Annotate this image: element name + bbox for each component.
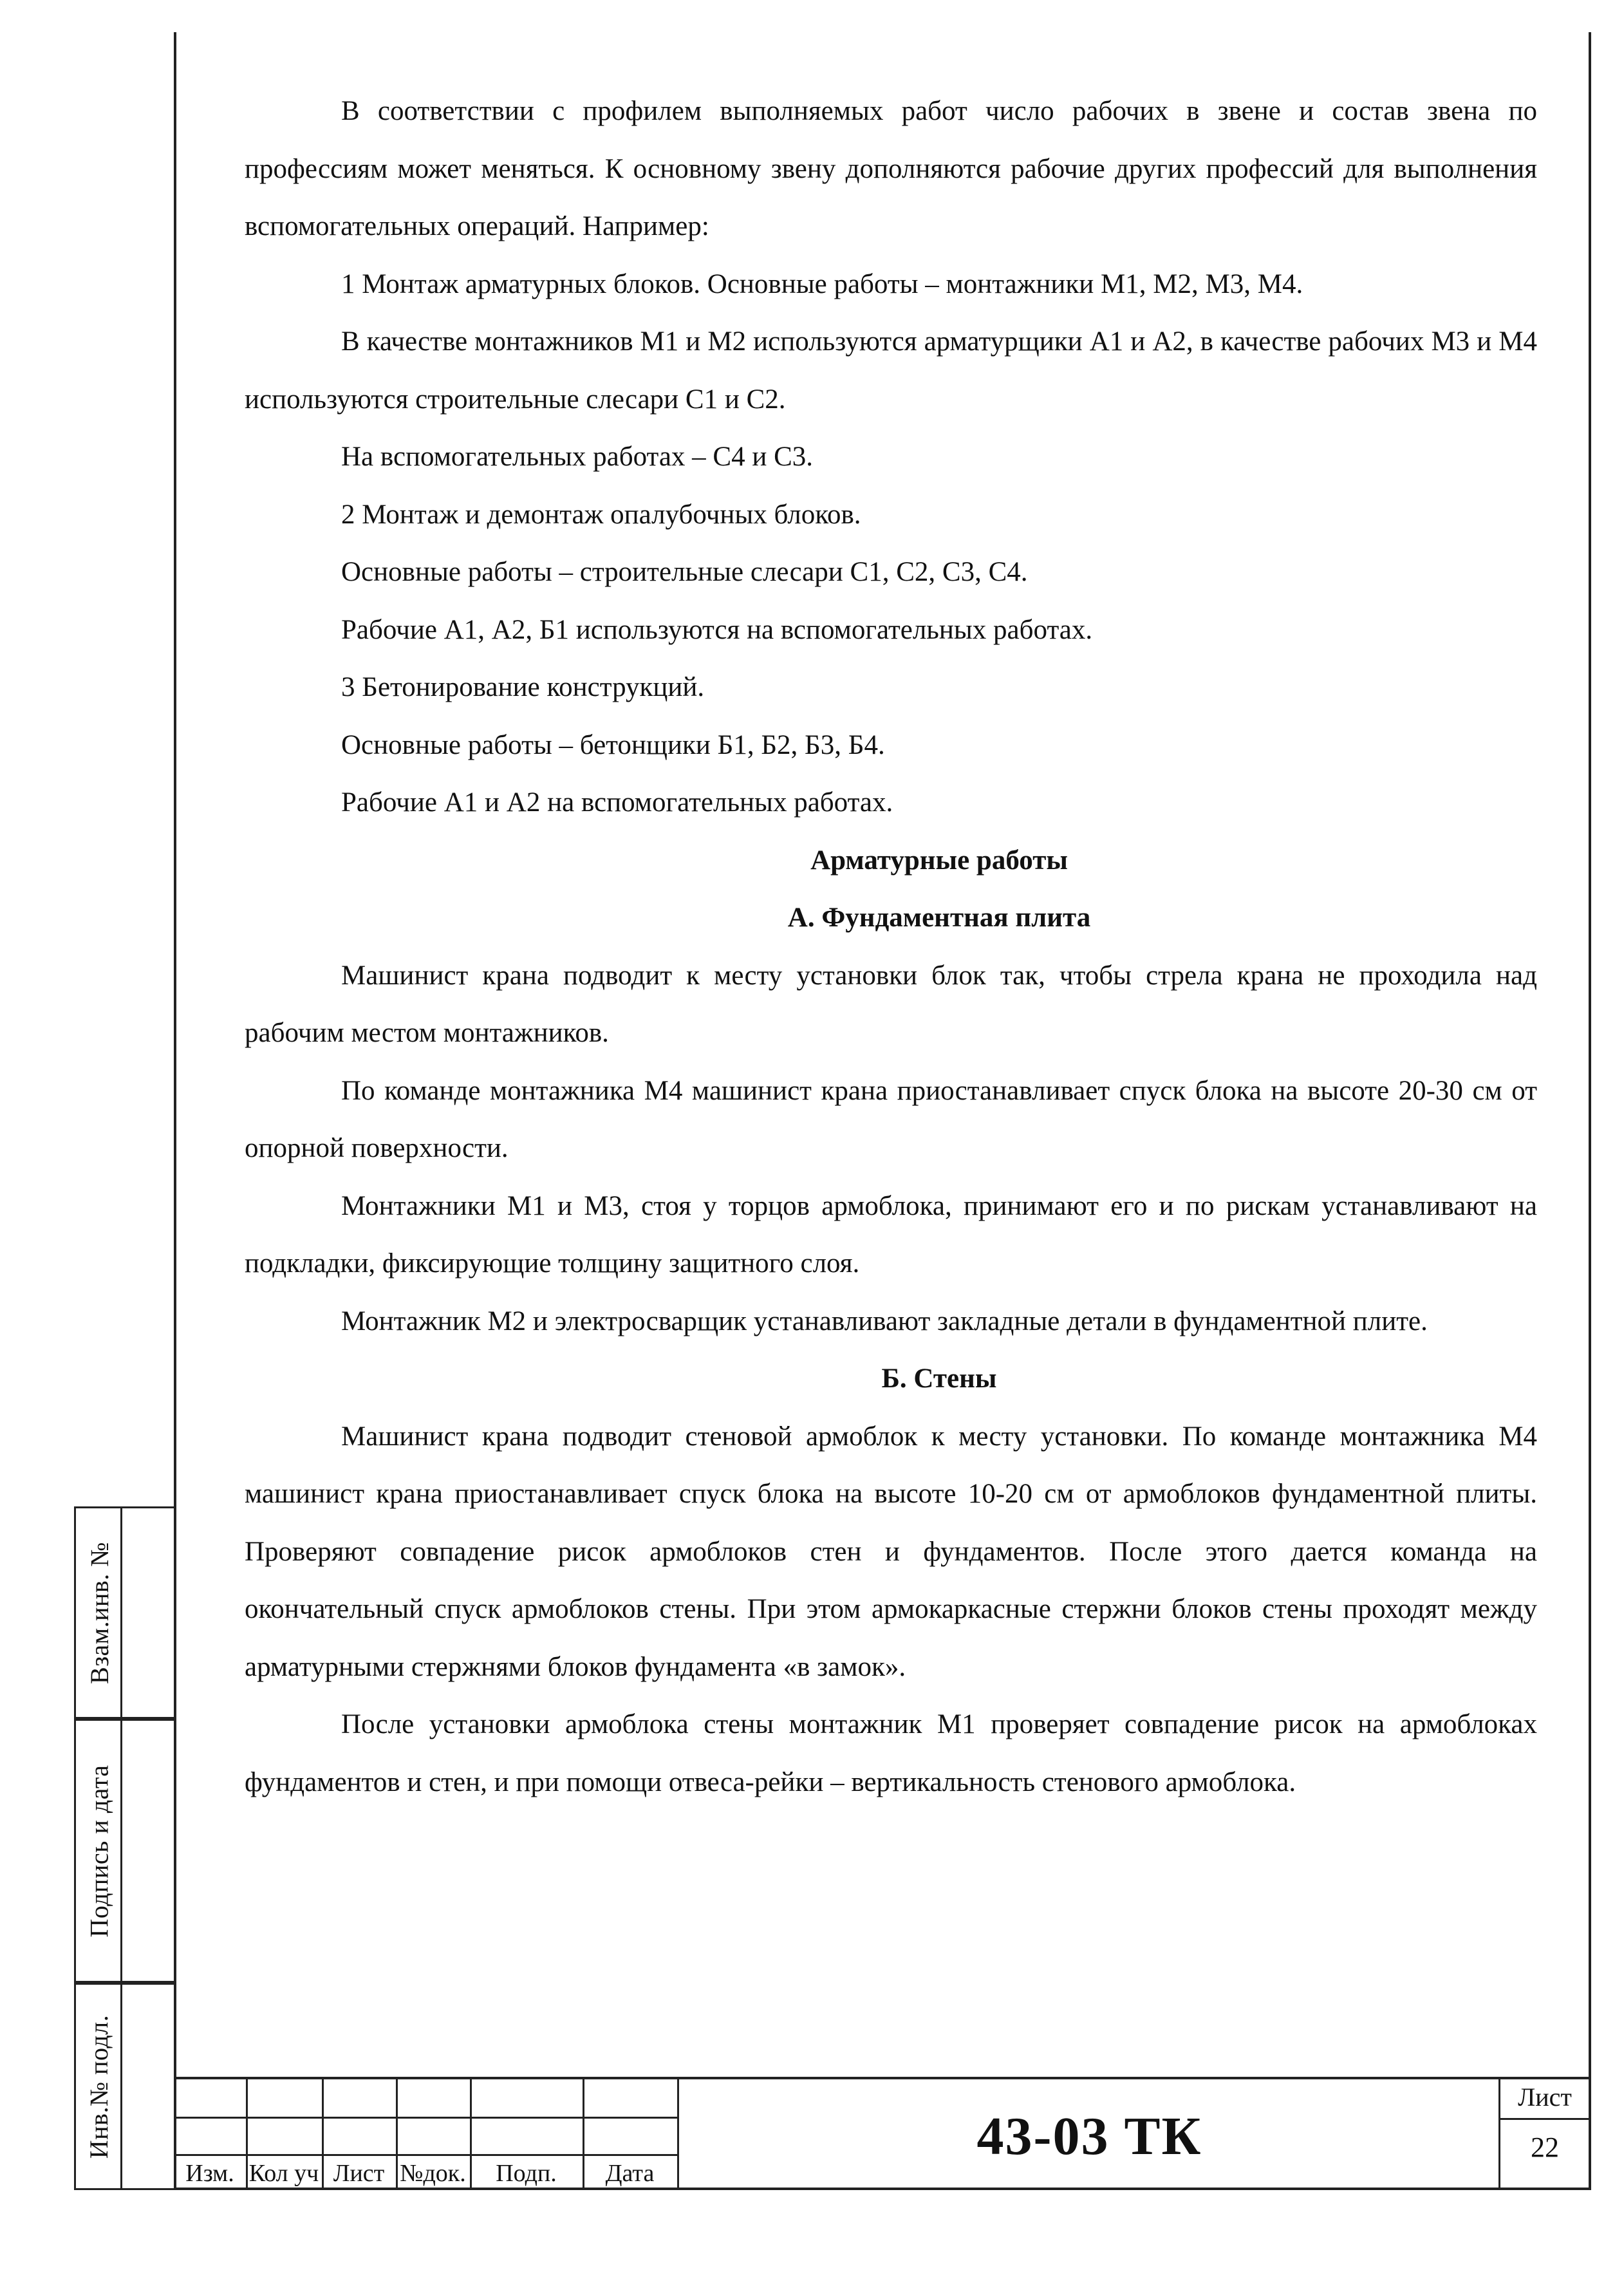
col-list: Лист bbox=[333, 2160, 385, 2187]
col-kol-uch: Кол уч bbox=[248, 2160, 319, 2187]
paragraph: 1 Монтаж арматурных блоков. Основные работы – монтажники М1, М2, М3, М4. bbox=[341, 268, 1303, 299]
paragraph: Машинист крана подводит к месту установки блок так, чтобы стрела крана не проходила над рабочим местом монтажников. bbox=[245, 960, 1537, 1048]
paragraph: 3 Бетонирование конструкций. bbox=[341, 672, 705, 702]
stamp-label: Инв.№ подл. bbox=[84, 2014, 114, 2159]
paragraph: На вспомогательных работах – С4 и С3. bbox=[341, 442, 814, 472]
paragraph: Рабочие А1, А2, Б1 используются на вспомогательных работах. bbox=[341, 614, 1093, 645]
subsection-heading: Б. Стены bbox=[881, 1363, 997, 1394]
col-izm: Изм. bbox=[185, 2160, 234, 2187]
paragraph: Основные работы – бетонщики Б1, Б2, Б3, Б4. bbox=[341, 729, 885, 760]
subsection-heading: А. Фундаментная плита bbox=[787, 903, 1091, 933]
stamp-label: Взам.инв. № bbox=[84, 1541, 114, 1684]
paragraph: Машинист крана подводит стеновой армоблок к месту установки. По команде монтажника М4 машинист крана приостанавливает спуск блока на высоте 10-20 см от армоблоков фундаментной плиты. Проверяют совпадение рисок армоблоков стен и фундаментов. После этого дается команда на окончательный спуск армоблоков стены. При этом армокаркасные стержни блоков стены проходят между арматурными стержнями блоков фундамента «в замок». bbox=[245, 1421, 1537, 1682]
paragraph: 2 Монтаж и демонтаж опалубочных блоков. bbox=[341, 499, 861, 530]
paragraph: После установки армоблока стены монтажник М1 проверяет совпадение рисок на армоблоках фундаментов и стен, и при помощи отвеса-рейки – вертикальность стенового армоблока. bbox=[245, 1709, 1537, 1797]
paragraph: Рабочие А1 и А2 на вспомогательных работах. bbox=[341, 787, 893, 818]
stamp-signature-date bbox=[74, 1719, 174, 1983]
col-ndok: №док. bbox=[400, 2160, 466, 2187]
stamp-original-inv bbox=[74, 1983, 174, 2190]
paragraph: В соответствии с профилем выполняемых работ число рабочих в звене и состав звена по профессиям может меняться. К основному звену дополняются рабочие других профессий для выполнения вспомогательных операций. Например: bbox=[245, 96, 1537, 241]
paragraph: Монтажники М1 и М3, стоя у торцов армоблока, принимают его и по рискам устанавливают на подкладки, фиксирующие толщину защитного слоя. bbox=[245, 1190, 1537, 1279]
stamp-label: Подпись и дата bbox=[84, 1764, 114, 1938]
paragraph: Монтажник М2 и электросварщик устанавливают закладные детали в фундаментной плите. bbox=[341, 1306, 1428, 1336]
stamp-replacement-inv bbox=[74, 1506, 174, 1719]
sheet-number: 22 bbox=[1531, 2132, 1559, 2163]
paragraph: Основные работы – строительные слесари С1, С2, С3, С4. bbox=[341, 557, 1028, 587]
sheet-label: Лист bbox=[1518, 2083, 1572, 2112]
document-code: 43-03 ТК bbox=[976, 2106, 1202, 2166]
document-body bbox=[245, 82, 1537, 1811]
paragraph: По команде монтажника М4 машинист крана приостанавливает спуск блока на высоте 20-30 см от опорной поверхности. bbox=[245, 1075, 1537, 1163]
title-block bbox=[174, 2077, 1591, 2190]
section-heading: Арматурные работы bbox=[810, 845, 1068, 876]
col-podp: Подп. bbox=[496, 2160, 557, 2187]
col-data: Дата bbox=[605, 2160, 655, 2187]
paragraph: В качестве монтажников М1 и М2 используются арматурщики А1 и А2, в качестве рабочих М3 и М4 используются строительные слесари С1 и С2. bbox=[245, 326, 1537, 415]
